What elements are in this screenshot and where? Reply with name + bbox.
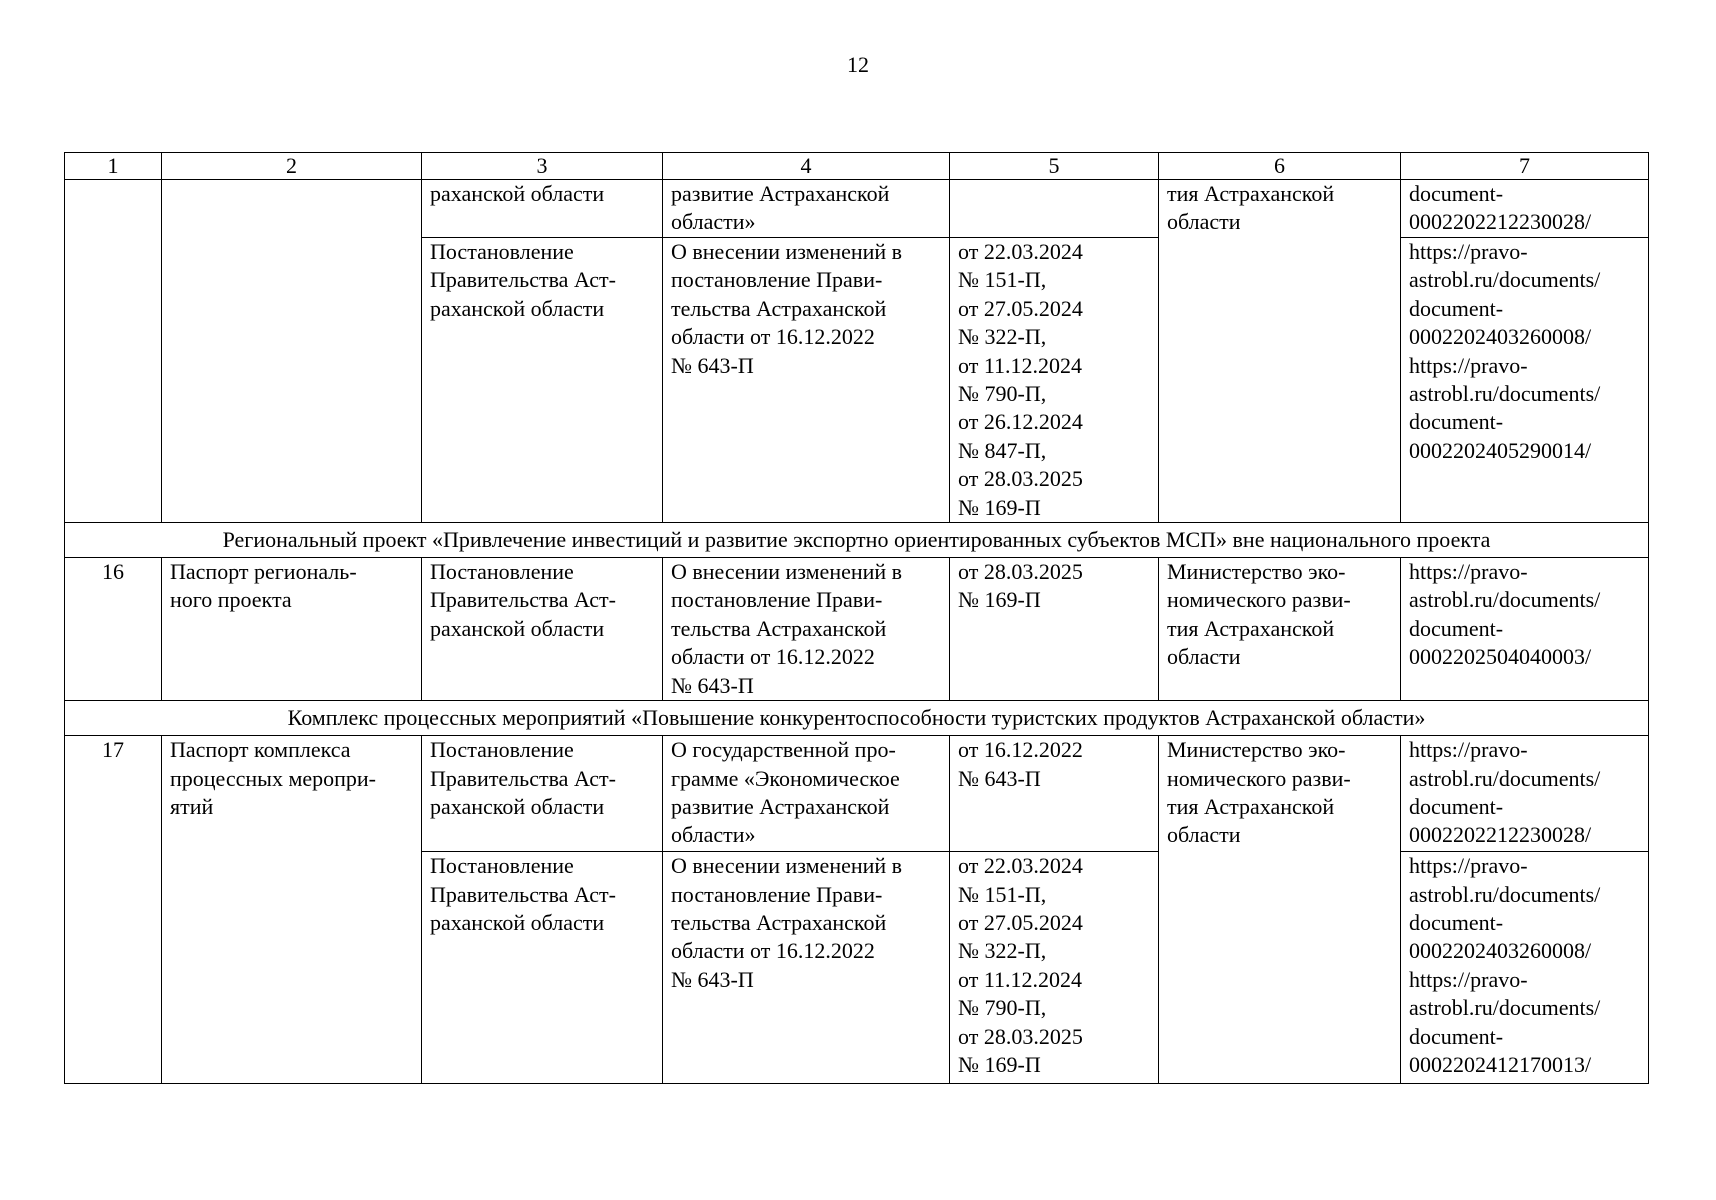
document-table	[64, 152, 1649, 1084]
section-title: Комплекс процессных мероприятий «Повышение конкурентоспособности туристских продуктов Астраханской области»	[65, 701, 1649, 736]
section-row	[65, 523, 1649, 558]
act-dates-cell	[950, 180, 1159, 238]
header-cell-6: 6	[1159, 153, 1401, 180]
header-cell-7: 7	[1401, 153, 1649, 180]
act-dates-cell: от 16.12.2022 № 643-П	[950, 736, 1159, 852]
header-cell-5: 5	[950, 153, 1159, 180]
row-number-cell	[65, 180, 162, 523]
act-type-cell: Постановление Правительства Аст- раханской области	[422, 736, 663, 852]
responsible-cell: Министерство эко- номического разви- тия Астраханской области	[1159, 736, 1401, 1084]
header-cell-4: 4	[663, 153, 950, 180]
act-dates-cell: от 22.03.2024 № 151-П, от 27.05.2024 № 322-П, от 11.12.2024 № 790-П, от 28.03.2025 № 169-П	[950, 852, 1159, 1084]
table-row	[65, 180, 1649, 238]
document-type-cell: Паспорт комплекса процессных меропри- ятий	[162, 736, 422, 1084]
table-row	[65, 736, 1649, 852]
act-title-cell: О внесении изменений в постановление Прави- тельства Астраханской области от 16.12.2022 № 643-П	[663, 852, 950, 1084]
act-type-cell: раханской области	[422, 180, 663, 238]
act-title-cell: развитие Астраханской области»	[663, 180, 950, 238]
section-row	[65, 701, 1649, 736]
row-number-cell: 17	[65, 736, 162, 1084]
act-dates-cell: от 28.03.2025 № 169-П	[950, 558, 1159, 701]
link-cell[interactable]: https://pravo- astrobl.ru/documents/ document- 0002202504040003/	[1401, 558, 1649, 701]
link-cell[interactable]: https://pravo- astrobl.ru/documents/ document- 0002202403260008/ https://pravo- astrobl.ru/documents/ document- 0002202405290014/	[1401, 238, 1649, 523]
link-cell[interactable]: https://pravo- astrobl.ru/documents/ document- 0002202403260008/ https://pravo- astrobl.ru/documents/ document- 0002202412170013/	[1401, 852, 1649, 1084]
table-header-row	[65, 153, 1649, 180]
act-title-cell: О государственной про- грамме «Экономическое развитие Астраханской области»	[663, 736, 950, 852]
page-number: 12	[847, 52, 869, 77]
section-title: Региональный проект «Привлечение инвестиций и развитие экспортно ориентированных субъектов МСП» вне национального проекта	[65, 523, 1649, 558]
header-cell-1: 1	[65, 153, 162, 180]
row-number-cell: 16	[65, 558, 162, 701]
responsible-cell: Министерство эко- номического разви- тия Астраханской области	[1159, 558, 1401, 701]
act-title-cell: О внесении изменений в постановление Прави- тельства Астраханской области от 16.12.2022 № 643-П	[663, 558, 950, 701]
table-row	[65, 558, 1649, 701]
document-type-cell	[162, 180, 422, 523]
act-type-cell: Постановление Правительства Аст- раханской области	[422, 852, 663, 1084]
document-type-cell: Паспорт региональ- ного проекта	[162, 558, 422, 701]
responsible-cell: тия Астраханской области	[1159, 180, 1401, 523]
act-title-cell: О внесении изменений в постановление Прави- тельства Астраханской области от 16.12.2022 № 643-П	[663, 238, 950, 523]
act-dates-cell: от 22.03.2024 № 151-П, от 27.05.2024 № 322-П, от 11.12.2024 № 790-П, от 26.12.2024 № 847-П, от 28.03.2025 № 169-П	[950, 238, 1159, 523]
header-cell-3: 3	[422, 153, 663, 180]
link-cell[interactable]: document- 0002202212230028/	[1401, 180, 1649, 238]
header-cell-2: 2	[162, 153, 422, 180]
link-cell[interactable]: https://pravo- astrobl.ru/documents/ document- 0002202212230028/	[1401, 736, 1649, 852]
act-type-cell: Постановление Правительства Аст- раханской области	[422, 558, 663, 701]
act-type-cell: Постановление Правительства Аст- раханской области	[422, 238, 663, 523]
